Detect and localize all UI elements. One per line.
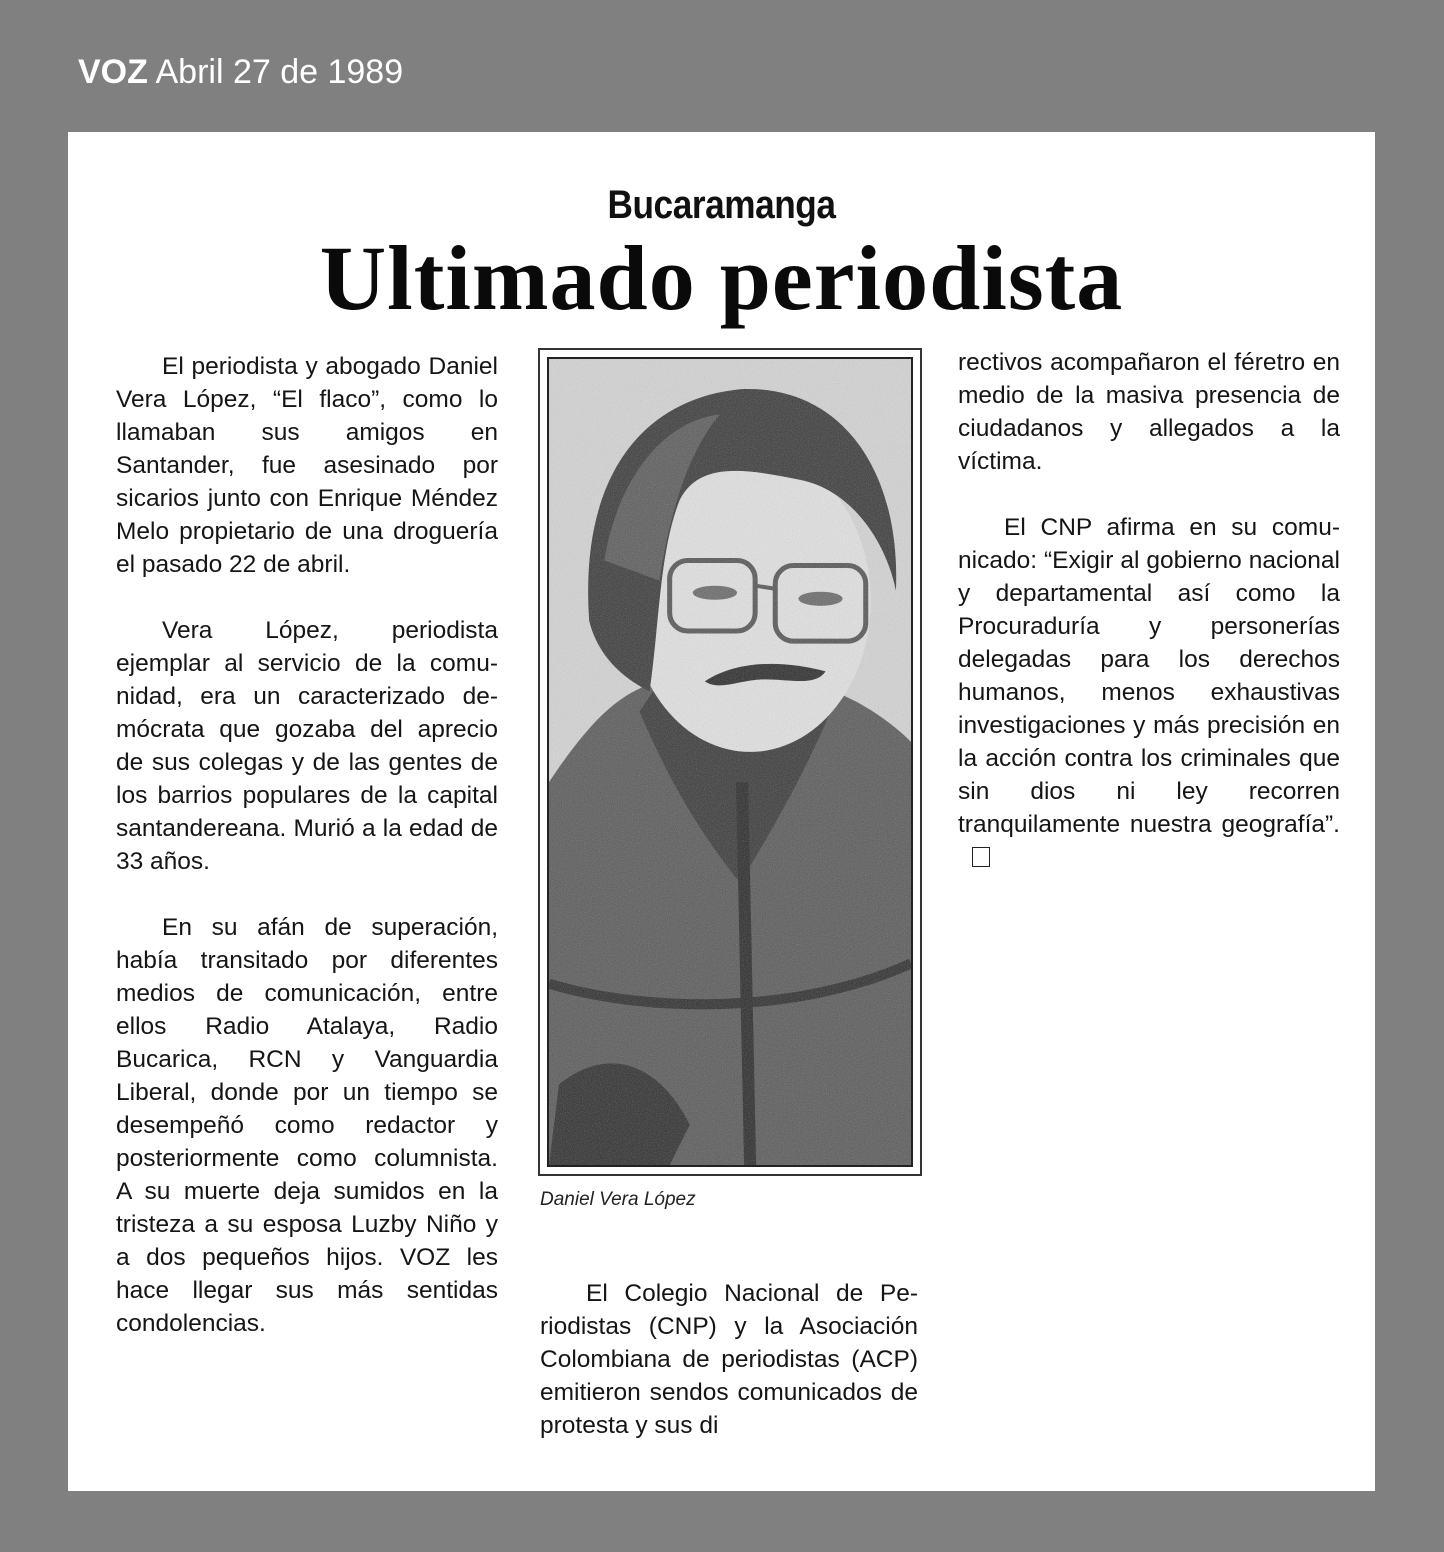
paragraph: El periodista y abogado Daniel Vera López, “El flaco”, como lo llamaban sus amigos en Santander, fue asesinado por sicarios junto con Enrique Méndez Melo propietario de una droguería el pasado 22 de abril.: [116, 353, 498, 578]
paragraph: rectivos acompañaron el féretro en medio de la masiva presencia de ciudadanos y allegados a la víctima.: [958, 349, 1340, 475]
publication-name: VOZ: [78, 53, 148, 91]
portrait-illustration: [549, 359, 911, 1165]
paragraph-final: [958, 511, 1340, 874]
source-label: [78, 52, 403, 92]
end-of-article-icon: [972, 847, 990, 867]
paragraph: Vera López, periodista ejemplar al servicio de la comunidad, era un caracterizado demócrata que gozaba del aprecio de sus colegas y de las gentes de los barrios populares de la capital santandereana. Murió a la edad de 33 años.: [116, 617, 498, 875]
paragraph: En su afán de superación, había transitado por diferentes medios de comunicación, entre ellos Radio Atalaya, Radio Bucarica, RCN y Vanguardia Liberal, donde por un tiempo se desempeñó como redactor y posteriormente como columnista. A su muerte deja sumidos en la tristeza a su esposa Luzby Niño y a dos pequeños hijos. VOZ les hace llegar sus más sentidas condolencias.: [116, 914, 498, 1337]
publication-date: Abril 27 de 1989: [155, 53, 404, 91]
portrait-photo: [547, 357, 913, 1167]
article-column-1: [116, 350, 498, 1373]
photo-caption: Daniel Vera López: [540, 1189, 696, 1210]
paragraph: El Colegio Nacional de Periodistas (CNP) y la Asociación Colombiana de periodistas (ACP) emitieron sendos comunicados de protesta y sus di: [540, 1280, 918, 1439]
article-column-3: [958, 346, 1340, 907]
paragraph-text: El CNP afirma en su comunicado: “Exigir al gobierno nacional y departamental así como la Procuraduría y personerías delegadas para los derechos humanos, menos exhaustivas investigaciones y más precisión en la acción contra los criminales que sin dios ni ley recorren tranquilamente nuestra geografía”.: [958, 514, 1340, 838]
article-kicker: Bucaramanga: [607, 183, 836, 227]
article-headline: Ultimado periodista: [319, 227, 1124, 329]
photo-frame: [538, 348, 922, 1176]
article-column-2: [540, 1277, 918, 1475]
newspaper-clipping: [68, 132, 1375, 1491]
